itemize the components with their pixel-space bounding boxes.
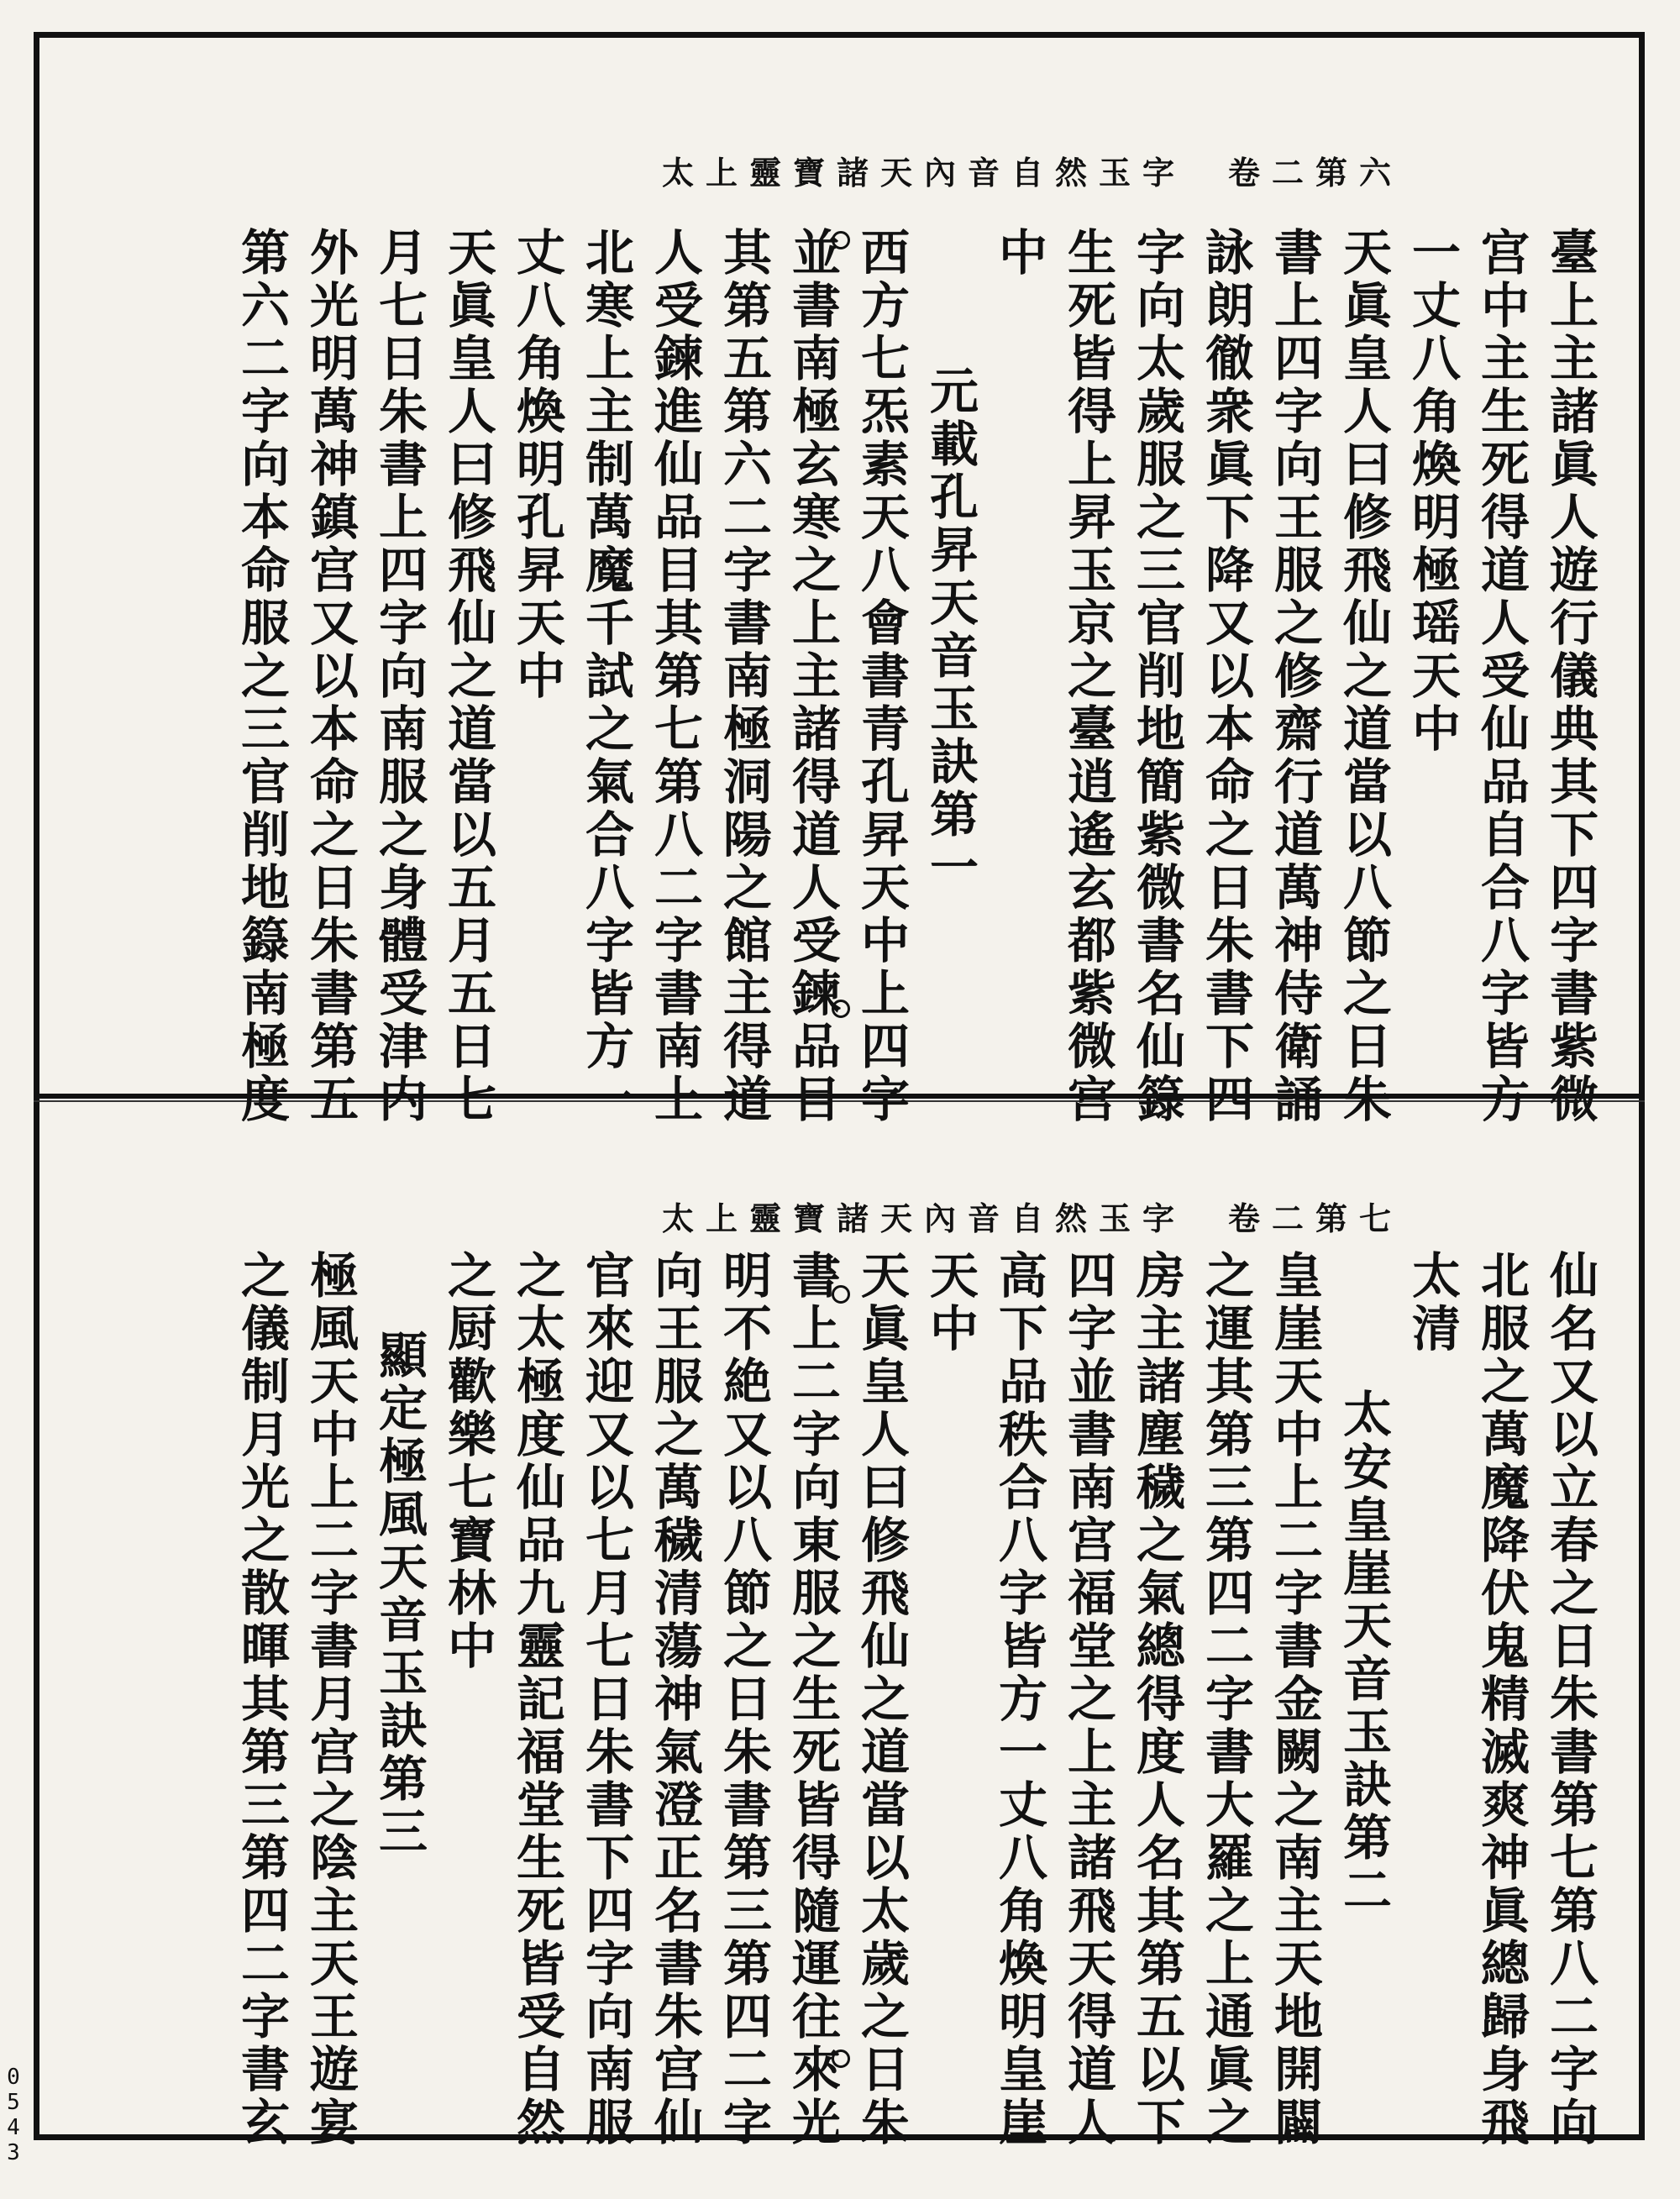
section-mark-circle <box>832 2049 850 2068</box>
running-head-volume: 卷二第六 <box>1227 154 1403 192</box>
text-column: 房主諸塵穢之氣總得度人名其第五以下 <box>1128 1250 1185 2149</box>
text-column: 字向太歲服之三官削地簡紫微書名仙籙 <box>1128 227 1185 1126</box>
text-column: 天眞皇人曰修飛仙之道當以太歲之日朱 <box>853 1250 910 2149</box>
text-column: 西方七炁素天八會書青孔昇天中上四字 <box>853 227 910 1126</box>
running-head-volume: 卷二第七 <box>1227 1199 1403 1237</box>
text-column: 向王服之萬穢清蕩神氣澄正名書朱宫仙 <box>646 1250 703 2149</box>
text-column: 天中 <box>921 1250 979 1356</box>
text-column: 皇崖天中上二字書金闕之南主天地開闢 <box>1266 1250 1323 2149</box>
text-column: 其第五第六二字書南極洞陽之館主得道 <box>715 227 772 1126</box>
section-mark-circle <box>832 231 850 249</box>
text-column: 之厨歡樂七寶林中 <box>439 1250 496 1673</box>
text-column: 太清 <box>1404 1250 1461 1356</box>
text-column: 生死皆得上昇玉京之臺逍遙玄都紫微宫 <box>1059 227 1116 1126</box>
text-column: 高下品秩合八字皆方一丈八角煥明皇崖 <box>990 1250 1047 2149</box>
text-column: 第六二字向本命服之三官削地籙南極度 <box>233 227 290 1126</box>
text-column: 之太極度仙品九靈記福堂生死皆受自然 <box>508 1250 565 2149</box>
text-column: 丈八角煥明孔昇天中 <box>508 227 565 703</box>
text-column: 北寒上主制萬魔千試之氣合八字皆方一 <box>577 227 634 1126</box>
text-column: 官來迎又以七月七日朱書下四字向南服 <box>577 1250 634 2149</box>
text-column: 之運其第三第四二字書大羅之上通眞之 <box>1197 1250 1254 2149</box>
text-column: 明不絶又以八節之日朱書第三第四二字 <box>715 1250 772 2149</box>
text-column: 人受鍊進仙品目其第七第八二字書南上 <box>646 227 703 1126</box>
text-column: 極風天中上二字書月宫之陰主天王遊宴 <box>302 1250 359 2149</box>
text-column: 四字並書南宫福堂之上主諸飛天得道人 <box>1059 1250 1116 2149</box>
text-column: 一丈八角煥明極瑶天中 <box>1404 227 1461 756</box>
text-column: 宫中主生死得道人受仙品自合八字皆方 <box>1473 227 1530 1126</box>
bottom-panel <box>50 1191 1630 2149</box>
text-column: 並書南極玄寒之上主諸得道人受鍊品目 <box>784 227 841 1126</box>
running-head-title: 太上靈寶諸天內音自然玉字 <box>661 1199 1186 1237</box>
section-mark-circle <box>832 1000 850 1018</box>
text-column: 中 <box>990 227 1047 280</box>
top-panel <box>50 134 1630 1126</box>
text-column: 月七日朱書上四字向南服之身體受津内 <box>370 227 428 1126</box>
folio-number: 0 5 4 3 <box>7 2065 20 2165</box>
text-column: 外光明萬神鎮宫又以本命之日朱書第五 <box>302 227 359 1126</box>
section-heading: 元載孔昇天音玉訣第一 <box>921 365 979 895</box>
section-heading: 太安皇崖天音玉訣第二 <box>1335 1388 1392 1918</box>
section-mark-circle <box>832 1285 850 1304</box>
text-columns <box>231 227 1600 1151</box>
text-column: 臺上主諸眞人遊行儀典其下四字書紫微 <box>1541 227 1599 1126</box>
section-heading: 顯定極風天音玉訣第三 <box>370 1330 428 1859</box>
text-column: 北服之萬魔降伏鬼精滅爽神眞總歸身飛 <box>1473 1250 1530 2149</box>
running-head-title: 太上靈寶諸天內音自然玉字 <box>661 154 1186 192</box>
text-column: 天眞皇人曰修飛仙之道當以八節之日朱 <box>1335 227 1392 1126</box>
text-columns <box>231 1250 1600 2174</box>
text-column: 書上四字向王服之修齋行道萬神侍衛誦 <box>1266 227 1323 1126</box>
text-column: 之儀制月光之散暉其第三第四二字書玄 <box>233 1250 290 2149</box>
text-column: 天眞皇人曰修飛仙之道當以五月五日七 <box>439 227 496 1126</box>
text-column: 詠朗徹衆眞下降又以本命之日朱書下四 <box>1197 227 1254 1126</box>
text-column: 仙名又以立春之日朱書第七第八二字向 <box>1541 1250 1599 2149</box>
text-column: 書上二字向東服之生死皆得隨運往來光 <box>784 1250 841 2149</box>
